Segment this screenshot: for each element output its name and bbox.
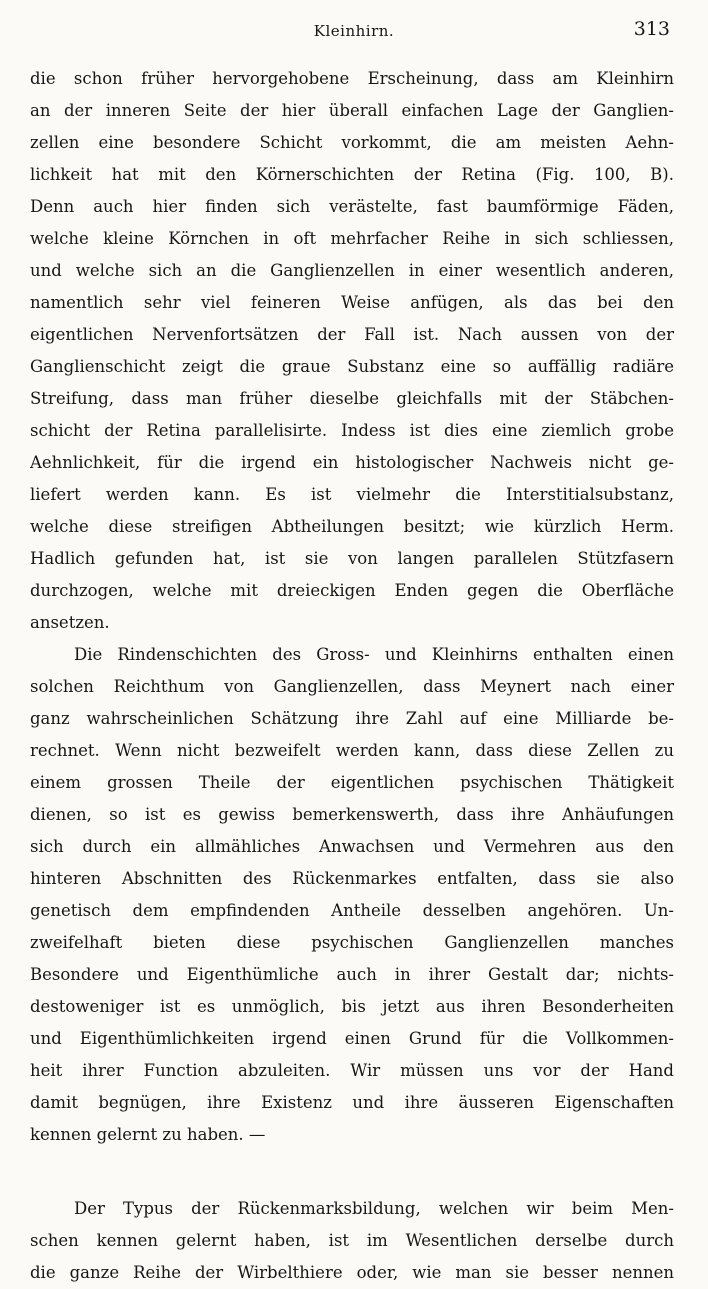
text-line: die schon früher hervorgehobene Erscheinung, dass am Kleinhirn xyxy=(30,69,674,88)
text-line: heit ihrer Function abzuleiten. Wir müssen uns vor der Hand xyxy=(30,1061,674,1080)
text-line: eigentlichen Nervenfortsätzen der Fall ist. Nach aussen von der xyxy=(30,325,674,344)
paragraph xyxy=(30,639,674,1151)
text-line: ansetzen. xyxy=(30,613,110,632)
paragraph xyxy=(30,63,674,639)
text-line: an der inneren Seite der hier überall einfachen Lage der Ganglien- xyxy=(30,101,674,120)
text-line: hinteren Abschnitten des Rückenmarkes entfalten, dass sie also xyxy=(30,869,674,888)
page-header xyxy=(0,18,708,54)
text-line: Hadlich gefunden hat, ist sie von langen parallelen Stützfasern xyxy=(30,549,674,568)
text-line: Besondere und Eigenthümliche auch in ihrer Gestalt dar; nichts- xyxy=(30,965,674,984)
text-line: welche kleine Körnchen in oft mehrfacher Reihe in sich schliessen, xyxy=(30,229,674,248)
text-line: rechnet. Wenn nicht bezweifelt werden kann, dass diese Zellen zu xyxy=(30,741,674,760)
page-number: 313 xyxy=(633,18,670,40)
paragraph xyxy=(30,1193,674,1289)
text-line: Aehnlichkeit, für die irgend ein histologischer Nachweis nicht ge- xyxy=(30,453,674,472)
text-line: Der Typus der Rückenmarksbildung, welchen wir beim Men- xyxy=(74,1199,674,1218)
text-line: kennen gelernt zu haben. — xyxy=(30,1125,266,1144)
running-title: Kleinhirn. xyxy=(313,22,395,40)
text-line: zweifelhaft bieten diese psychischen Ganglienzellen manches xyxy=(30,933,674,952)
text-line: zellen eine besondere Schicht vorkommt, die am meisten Aehn- xyxy=(30,133,674,152)
text-line: einem grossen Theile der eigentlichen psychischen Thätigkeit xyxy=(30,773,674,792)
body-text xyxy=(30,63,674,1289)
text-line: die ganze Reihe der Wirbelthiere oder, wie man sie besser nennen xyxy=(30,1263,674,1282)
text-line: namentlich sehr viel feineren Weise anfügen, als das bei den xyxy=(30,293,674,312)
text-line: ganz wahrscheinlichen Schätzung ihre Zahl auf eine Milliarde be- xyxy=(30,709,674,728)
paragraph-gap xyxy=(30,1151,674,1193)
text-line: sich durch ein allmähliches Anwachsen und Vermehren aus den xyxy=(30,837,674,856)
text-line: und welche sich an die Ganglienzellen in einer wesentlich anderen, xyxy=(30,261,674,280)
text-line: solchen Reichthum von Ganglienzellen, dass Meynert nach einer xyxy=(30,677,674,696)
text-line: damit begnügen, ihre Existenz und ihre äusseren Eigenschaften xyxy=(30,1093,674,1112)
text-line: Denn auch hier finden sich verästelte, fast baumförmige Fäden, xyxy=(30,197,674,216)
text-line: schen kennen gelernt haben, ist im Wesentlichen derselbe durch xyxy=(30,1231,674,1250)
text-line: destoweniger ist es unmöglich, bis jetzt aus ihren Besonderheiten xyxy=(30,997,674,1016)
text-line: liefert werden kann. Es ist vielmehr die Interstitialsubstanz, xyxy=(30,485,674,504)
text-line: dienen, so ist es gewiss bemerkenswerth, dass ihre Anhäufungen xyxy=(30,805,674,824)
text-line: Die Rindenschichten des Gross- und Kleinhirns enthalten einen xyxy=(74,645,674,664)
text-line: durchzogen, welche mit dreieckigen Enden gegen die Oberfläche xyxy=(30,581,674,600)
text-line: Ganglienschicht zeigt die graue Substanz eine so auffällig radiäre xyxy=(30,357,674,376)
text-line: genetisch dem empfindenden Antheile desselben angehören. Un- xyxy=(30,901,674,920)
text-line: und Eigenthümlichkeiten irgend einen Grund für die Vollkommen- xyxy=(30,1029,674,1048)
text-line: Streifung, dass man früher dieselbe gleichfalls mit der Stäbchen- xyxy=(30,389,674,408)
text-line: schicht der Retina parallelisirte. Indess ist dies eine ziemlich grobe xyxy=(30,421,674,440)
text-line: lichkeit hat mit den Körnerschichten der Retina (Fig. 100, B). xyxy=(30,165,674,184)
text-line: welche diese streifigen Abtheilungen besitzt; wie kürzlich Herm. xyxy=(30,517,674,536)
